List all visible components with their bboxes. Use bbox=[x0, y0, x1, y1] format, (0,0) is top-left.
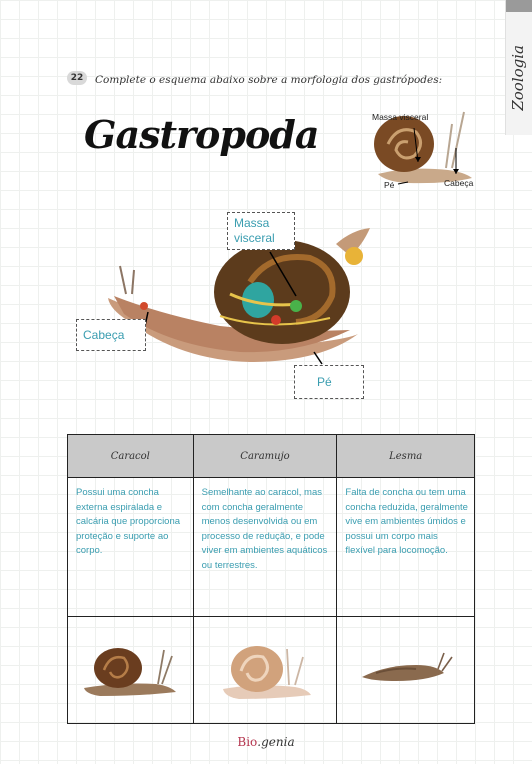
ref-label-foot: Pé bbox=[384, 180, 395, 190]
label-head: Cabeça bbox=[76, 319, 146, 351]
header-lesma: Lesma bbox=[337, 435, 475, 478]
image-cell-caramujo bbox=[193, 617, 337, 724]
header-caracol: Caracol bbox=[68, 435, 194, 478]
image-cell-caracol bbox=[68, 617, 194, 724]
question-number: 22 bbox=[67, 71, 87, 85]
reference-snail-figure bbox=[368, 104, 480, 190]
ref-label-head: Cabeça bbox=[444, 178, 474, 188]
footer-brand-part1: Bio bbox=[237, 735, 258, 749]
question-text: Complete o esquema abaixo sobre a morfologia dos gastrópodes: bbox=[95, 74, 443, 86]
label-visceral-line2: visceral bbox=[234, 231, 275, 245]
lesma-photo bbox=[356, 643, 456, 693]
table-row-descriptions bbox=[68, 478, 475, 617]
header-caramujo: Caramujo bbox=[193, 435, 337, 478]
label-foot: Pé bbox=[294, 365, 364, 399]
image-cell-lesma bbox=[337, 617, 475, 724]
table-header-row bbox=[68, 435, 475, 478]
label-visceral-line1: Massa bbox=[234, 216, 270, 230]
caramujo-photo bbox=[215, 633, 315, 703]
page-title: Gastropoda bbox=[84, 112, 319, 157]
footer-brand bbox=[0, 735, 532, 749]
side-tab-label: Zoologia bbox=[509, 45, 527, 111]
table-row-images bbox=[68, 617, 475, 724]
label-visceral-mass bbox=[227, 212, 295, 250]
side-tab bbox=[505, 0, 532, 135]
caracol-photo bbox=[80, 636, 180, 700]
footer-brand-part2: .genia bbox=[257, 735, 295, 749]
side-tab-bar bbox=[506, 0, 532, 12]
desc-caramujo: Semelhante ao caracol, mas com concha geralmente menos desenvolvida ou em processo de redução, e pode viver em ambientes aquáticos ou terrestres. bbox=[193, 478, 337, 617]
comparison-table bbox=[67, 434, 475, 724]
ref-label-visceral: Massa visceral bbox=[372, 112, 429, 122]
desc-caracol: Possui uma concha externa espiralada e calcária que proporciona proteção e suporte ao corpo. bbox=[68, 478, 194, 617]
desc-lesma: Falta de concha ou tem uma concha reduzida, geralmente vive em ambientes úmidos e possui um corpo mais flexível para locomoção. bbox=[337, 478, 475, 617]
